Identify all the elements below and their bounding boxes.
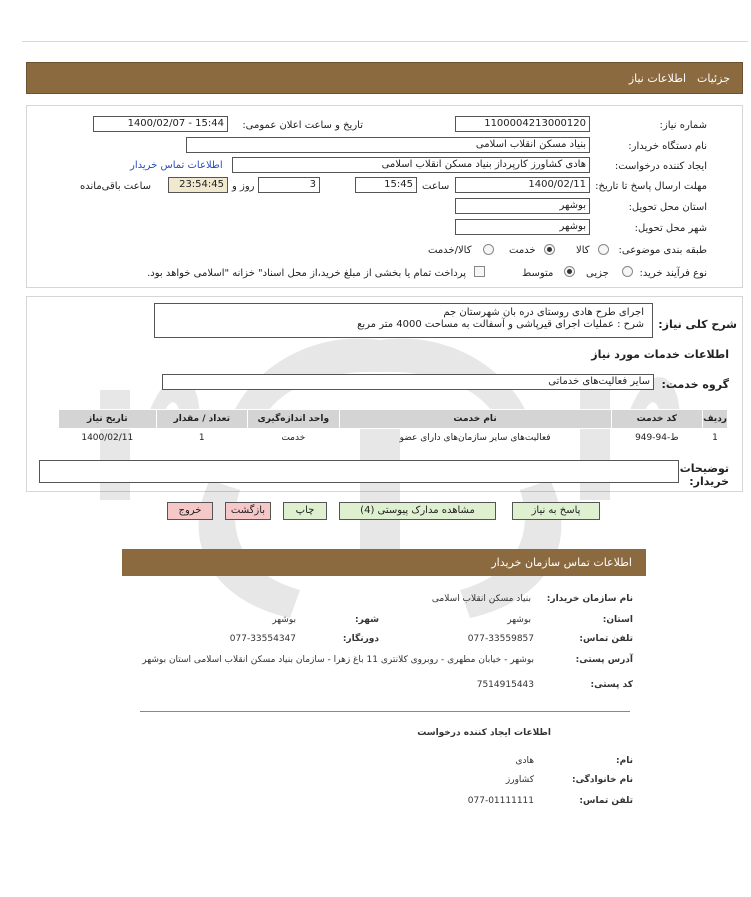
contact-postal-label: کد پستی:	[590, 680, 633, 690]
contact-header-bar	[122, 549, 646, 576]
buyer-contact-link[interactable]: اطلاعات تماس خریدار	[130, 160, 223, 171]
treasury-payment-note: پرداخت تمام یا بخشی از مبلغ خرید،از محل اسناد" خزانه "اسلامی خواهد بود.	[147, 268, 466, 279]
need-number-label: شماره نیاز:	[659, 120, 707, 131]
contact-city-label: شهر:	[355, 615, 379, 625]
category-radio-goods-service[interactable]	[483, 244, 494, 255]
page-header-bar	[26, 62, 743, 94]
creator-phone-value: 077-01111111	[467, 796, 534, 806]
buyer-org-field: بنیاد مسکن انقلاب اسلامی	[186, 137, 590, 153]
cell-unit: خدمت	[281, 433, 306, 444]
buyer-notes-box	[39, 460, 679, 483]
contact-address-label: آدرس پستی:	[575, 655, 633, 665]
contact-province-value: بوشهر	[507, 615, 531, 625]
remaining-label: ساعت باقی‌مانده	[80, 181, 152, 192]
days-field: 3	[258, 177, 320, 193]
buyer-org-label: نام دستگاه خریدار:	[628, 141, 707, 152]
col-unit: واحد اندازه‌گیری	[248, 410, 340, 429]
category-option-goods: کالا	[576, 245, 590, 256]
back-button[interactable]: بازگشت	[225, 502, 271, 520]
services-table	[58, 409, 728, 448]
treasury-payment-checkbox[interactable]	[474, 266, 485, 277]
col-service-name: نام خدمت	[339, 410, 611, 429]
creator-last-name-value: کشاورز	[505, 775, 534, 785]
remaining-time-field: 23:54:45	[168, 177, 228, 193]
deadline-time-field: 15:45	[355, 177, 417, 193]
need-number-field: 1100004213000120	[455, 116, 590, 132]
cell-need-date: 1400/02/11	[81, 433, 134, 444]
process-option-medium: متوسط	[522, 268, 554, 279]
attachments-button[interactable]: مشاهده مدارک پیوستی (4)	[339, 502, 496, 520]
contact-divider	[140, 711, 630, 712]
category-radio-service[interactable]	[544, 244, 555, 255]
exit-button[interactable]: خروج	[167, 502, 213, 520]
process-radio-minor[interactable]	[622, 266, 633, 277]
category-option-goods-service: کالا/خدمت	[428, 245, 472, 256]
contact-org-value: بنیاد مسکن انقلاب اسلامی	[431, 594, 531, 604]
announce-field: 1400/02/07 - 15:44	[93, 116, 228, 132]
summary-line-2: شرح : عملیات اجرای قیرپاشی و آسفالت به مساحت 4000 متر مربع	[357, 319, 644, 330]
col-service-code: کد خدمت	[611, 410, 703, 429]
city-field: بوشهر	[455, 219, 590, 235]
category-option-service: خدمت	[509, 245, 536, 256]
summary-label: شرح کلی نیاز:	[658, 318, 737, 331]
cell-quantity: 1	[198, 433, 205, 444]
reply-button[interactable]: پاسخ به نیاز	[512, 502, 600, 520]
announce-label: تاریخ و ساعت اعلان عمومی:	[242, 120, 363, 131]
top-divider	[22, 41, 748, 42]
services-section-title: اطلاعات خدمات مورد نیاز	[591, 348, 729, 361]
requester-field: هادی کشاورز کارپرداز بنیاد مسکن انقلاب اسلامی	[232, 157, 590, 173]
contact-phone-label: تلفن تماس:	[579, 634, 633, 644]
deadline-date-field: 1400/02/11	[455, 177, 590, 193]
service-group-label: گروه خدمت:	[661, 378, 729, 391]
buyer-notes-label: توضیحات خریدار:	[679, 462, 729, 488]
creator-first-name-value: هادی	[515, 756, 534, 766]
cell-service-code: ط-94-949	[635, 433, 679, 444]
contact-fax-label: دورنگار:	[342, 634, 379, 644]
cell-row: 1	[712, 433, 718, 444]
tab-need-info[interactable]: اطلاعات نیاز	[628, 72, 686, 85]
city-label: شهر محل تحویل:	[634, 223, 707, 234]
process-option-minor: جزیی	[586, 268, 609, 279]
province-field: بوشهر	[455, 198, 590, 214]
col-need-date: تاریخ نیاز	[59, 410, 157, 429]
summary-line-1: اجرای طرح هادی روستای دره بان شهرستان جم	[443, 307, 644, 318]
deadline-label: مهلت ارسال پاسخ تا تاریخ:	[595, 181, 707, 192]
services-table-header	[59, 410, 728, 429]
contact-title: اطلاعات تماس سازمان خریدار	[491, 556, 632, 569]
creator-last-name-label: نام خانوادگی:	[571, 775, 633, 785]
tab-details[interactable]: جزئیات	[697, 72, 730, 85]
table-row	[59, 429, 728, 448]
category-radio-goods[interactable]	[598, 244, 609, 255]
days-label: روز و	[232, 181, 255, 192]
contact-province-label: استان:	[602, 615, 633, 625]
contact-postal-value: 7514915443	[476, 680, 534, 690]
process-radio-medium[interactable]	[564, 266, 575, 277]
category-label: طبقه بندی موضوعی:	[618, 245, 707, 256]
creator-section-title: اطلاعات ایجاد کننده درخواست	[417, 728, 551, 738]
cell-service-name: فعالیت‌های سایر سازمان‌های دارای عضو	[399, 433, 551, 444]
contact-city-value: بوشهر	[272, 615, 296, 625]
contact-org-label: نام سازمان خریدار:	[546, 594, 633, 604]
creator-first-name-label: نام:	[616, 756, 633, 766]
summary-box	[154, 303, 653, 338]
time-label: ساعت	[422, 181, 450, 192]
contact-fax-value: 077-33554347	[229, 634, 296, 644]
col-quantity: تعداد / مقدار	[156, 410, 247, 429]
print-button[interactable]: چاپ	[283, 502, 327, 520]
service-group-field: سایر فعالیت‌های خدماتی	[162, 374, 654, 390]
requester-label: ایجاد کننده درخواست:	[614, 161, 707, 172]
contact-address-value: بوشهر - خیابان مطهری - روبروی کلانتری 11 باغ زهرا - سازمان بنیاد مسکن انقلاب اسلامی استان بوشهر	[142, 655, 534, 665]
province-label: استان محل تحویل:	[628, 202, 707, 213]
contact-phone-value: 077-33559857	[467, 634, 534, 644]
process-label: نوع فرآیند خرید:	[639, 268, 707, 279]
creator-phone-label: تلفن تماس:	[579, 796, 633, 806]
col-row: ردیف	[703, 410, 728, 429]
need-info-panel	[26, 105, 743, 288]
